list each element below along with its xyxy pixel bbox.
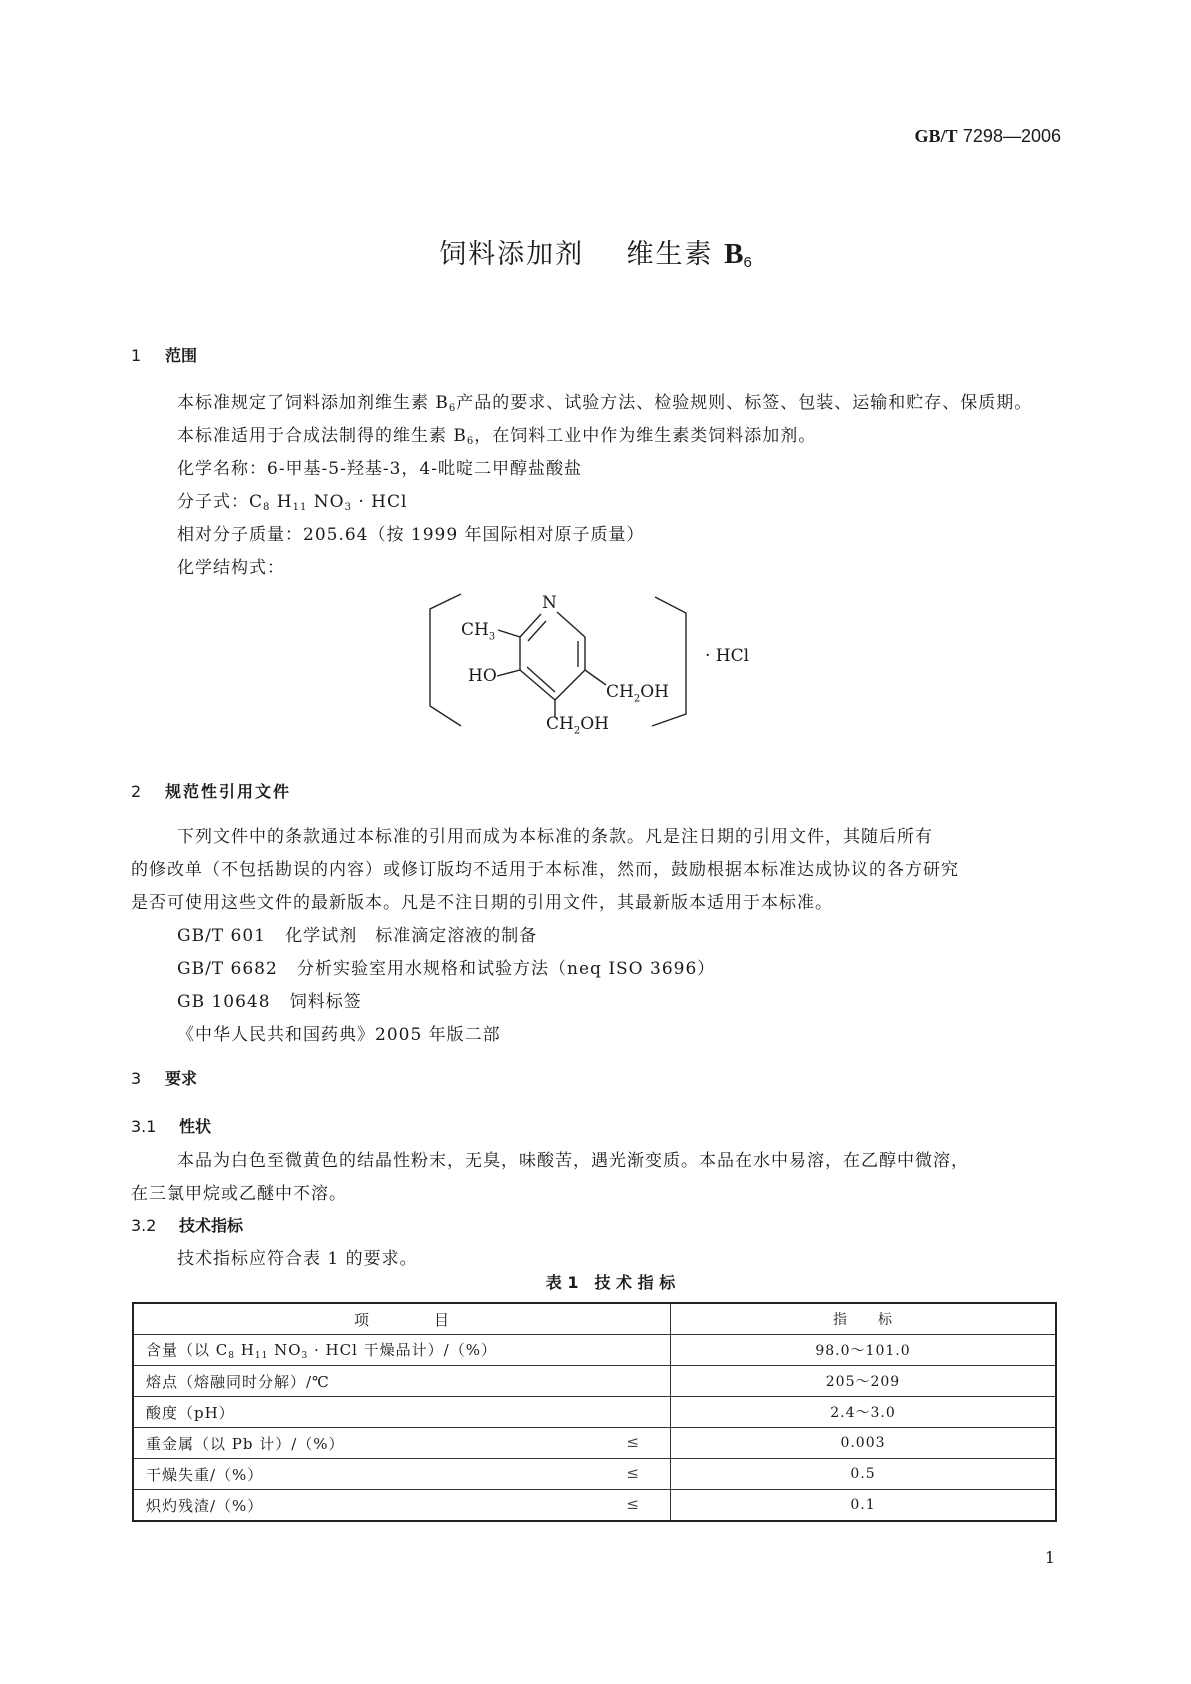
standard-prefix: GB/T (914, 126, 958, 146)
value-cell: 2.4～3.0 (671, 1397, 1057, 1428)
section-1-heading (131, 343, 197, 366)
value-cell: 205～209 (671, 1366, 1057, 1397)
f: 3 (344, 502, 352, 513)
t: 2 (573, 725, 581, 737)
reference-item (177, 921, 537, 946)
normative-line-3: 是否可使用这些文件的最新版本。凡是不注日期的引用文件，其最新版本适用于本标准。 (131, 893, 833, 913)
subscript: 6 (448, 403, 457, 414)
section-number: 3 (131, 1069, 142, 1088)
table-row (133, 1459, 1056, 1490)
ref-code: GB/T 601 (177, 926, 266, 946)
section-number: 1 (131, 346, 142, 365)
item-cell (133, 1428, 671, 1459)
right-bracket (652, 597, 686, 726)
item-cell: 酸度（pH） (133, 1397, 671, 1428)
scope-paragraph-1 (177, 388, 1032, 414)
t: OH (580, 714, 609, 734)
group-ch3 (461, 620, 495, 642)
f: H (276, 492, 293, 512)
f: 11 (292, 502, 308, 513)
properties-line-2: 在三氯甲烷或乙醚中不溶。 (131, 1184, 347, 1204)
reference-item (177, 987, 362, 1012)
ref-code: GB 10648 (177, 992, 271, 1012)
standard-number: 7298—2006 (962, 126, 1061, 146)
molecular-formula (177, 487, 407, 513)
item-cell: 熔点（熔融同时分解）/℃ (133, 1366, 671, 1397)
ref-title: 《中华人民共和国药典》2005 年版二部 (177, 1025, 501, 1045)
page-title (0, 232, 1191, 271)
value-cell: 0.5 (671, 1459, 1057, 1490)
technical-specs-table (132, 1302, 1057, 1522)
table-row (133, 1428, 1056, 1459)
section-title: 性状 (179, 1117, 212, 1136)
structure-lines (430, 594, 686, 726)
normative-line-1: 下列文件中的条款通过本标准的引用而成为本标准的条款。凡是注日期的引用文件，其随后所有 (177, 827, 933, 847)
value-cell: 0.003 (671, 1428, 1057, 1459)
chemical-name: 化学名称：6-甲基-5-羟基-3，4-吡啶二甲醇盐酸盐 (177, 459, 582, 479)
atom-n: N (542, 593, 557, 613)
f: C (249, 492, 264, 512)
page-number: 1 (1044, 1548, 1055, 1567)
vitamin-subscript: 6 (743, 254, 752, 271)
section-3-heading (131, 1066, 197, 1089)
section-title: 规范性引用文件 (165, 782, 292, 801)
group-ch2oh-bottom (546, 714, 609, 736)
section-title: 技术指标 (179, 1216, 244, 1235)
molecular-mass: 相对分子质量：205.64（按 1999 年国际相对原子质量） (177, 525, 645, 545)
table-header-row (133, 1303, 1056, 1335)
text: 产品的要求、试验方法、检验规则、标签、包装、运输和贮存、保质期。 (456, 393, 1033, 413)
less-equal-symbol: ≤ (626, 1494, 640, 1513)
t: CH (606, 682, 634, 702)
table-row (133, 1366, 1056, 1397)
t: CH (546, 714, 574, 734)
title-sub: 维生素 (626, 239, 714, 270)
label: 分子式： (177, 492, 249, 512)
normative-line-2: 的修改单（不包括勘误的内容）或修订版均不适用于本标准，然而，鼓励根据本标准达成协议的各方研究 (131, 860, 959, 880)
item-text: 炽灼残渣/（%） (146, 1496, 264, 1515)
properties-line-1: 本品为白色至微黄色的结晶性粉末，无臭，味酸苦，遇光渐变质。本品在水中易溶，在乙醇中微溶， (177, 1151, 969, 1171)
ref-title: 饲料标签 (289, 992, 362, 1012)
structure-label: 化学结构式： (177, 558, 285, 578)
item-cell (133, 1490, 671, 1522)
title-main: 饲料添加剂 (439, 239, 585, 270)
text: ，在饲料工业中作为维生素类饲料添加剂。 (474, 426, 817, 446)
t: OH (640, 682, 669, 702)
item-text: 重金属（以 Pb 计）/（%） (146, 1434, 345, 1453)
left-bracket (430, 594, 461, 726)
group-ho: HO (468, 666, 497, 686)
section-number: 2 (131, 782, 142, 801)
header-value: 指 标 (671, 1303, 1057, 1335)
ref-title: 化学试剂 标准滴定溶液的制备 (285, 926, 538, 946)
item-cell: 含量（以 $C_8$ $H_{11}$ $NO_3$ · HCl 干燥品计）/（%） (133, 1335, 671, 1366)
section-title: 要求 (165, 1069, 198, 1088)
f: · HCl (351, 492, 408, 512)
ref-code: GB/T 6682 (177, 959, 278, 979)
table-row (133, 1335, 1056, 1366)
value-cell: 0.1 (671, 1490, 1057, 1522)
section-3-1-heading (131, 1114, 211, 1137)
section-title: 范围 (165, 346, 198, 365)
table-row (133, 1490, 1056, 1522)
f: NO (313, 492, 345, 512)
item-text: 干燥失重/（%） (146, 1465, 264, 1484)
ref-title: 分析实验室用水规格和试验方法（neq ISO 3696） (297, 959, 716, 979)
scope-paragraph-2 (177, 421, 816, 447)
t: 3 (488, 631, 496, 643)
value-cell: 98.0～101.0 (671, 1335, 1057, 1366)
title-vitamin (724, 238, 752, 270)
text: 本标准规定了饲料添加剂维生素 B (177, 393, 449, 413)
spec-intro: 技术指标应符合表 1 的要求。 (177, 1249, 418, 1269)
header-item: 项 目 (133, 1303, 671, 1335)
section-number: 3.2 (131, 1216, 157, 1235)
less-equal-symbol: ≤ (626, 1432, 640, 1451)
section-number: 3.1 (131, 1117, 157, 1136)
subscript: 6 (466, 436, 475, 447)
reference-item (177, 954, 715, 979)
vitamin-letter: B (724, 238, 744, 270)
group-ch2oh-right (606, 682, 669, 704)
table-caption: 表 1 技 术 指 标 (545, 1273, 676, 1292)
standard-code (914, 126, 1061, 147)
hcl-salt: · HCl (705, 646, 750, 666)
section-2-heading (131, 779, 291, 802)
table-row (133, 1397, 1056, 1428)
t: CH (461, 620, 489, 640)
item-cell (133, 1459, 671, 1490)
section-3-2-heading (131, 1213, 243, 1236)
text: 本标准适用于合成法制得的维生素 B (177, 426, 467, 446)
f: 8 (263, 502, 271, 513)
reference-item (177, 1020, 501, 1045)
less-equal-symbol: ≤ (626, 1463, 640, 1482)
t: 2 (633, 693, 641, 705)
